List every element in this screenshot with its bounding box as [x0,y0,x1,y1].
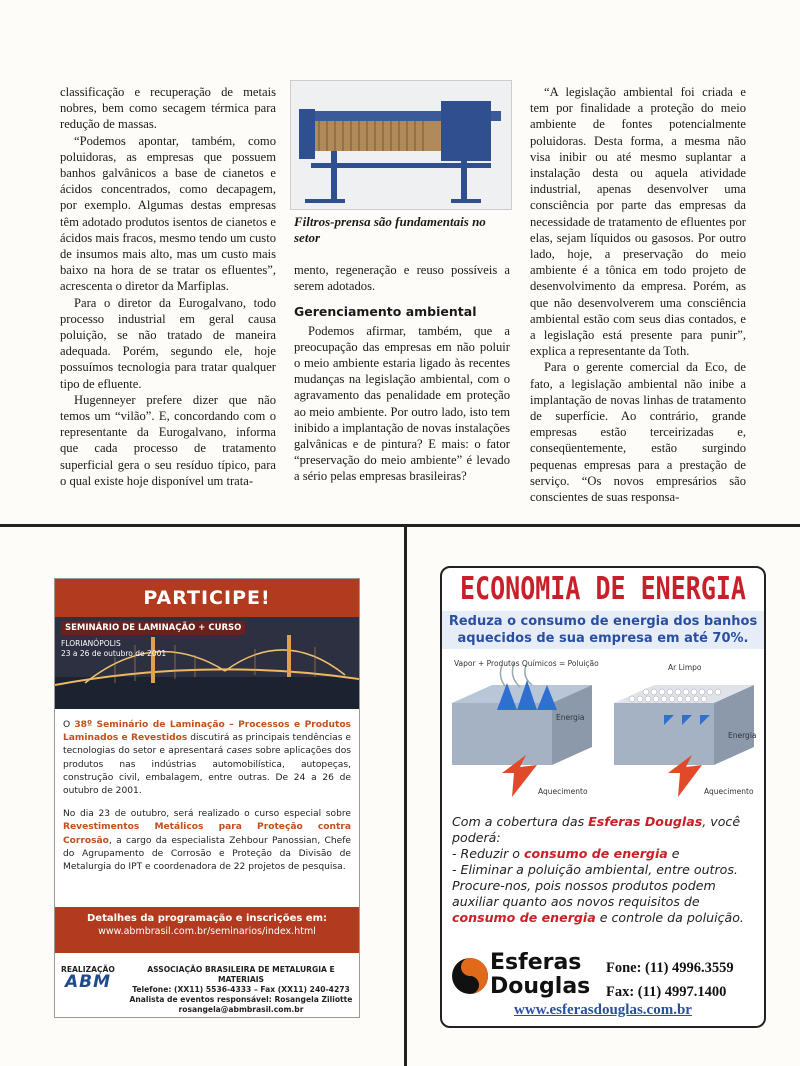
paragraph: Para o gerente comercial da Eco, de fato, a legislação ambiental não inibe a implantação de novas linhas de tratamento de superfície. Ao contrário, grande empresas estão terceirizadas e, conseqüentemente, estão surgindo pequenas empresas para a prestação de serviço. “Os novos empresários são conscientes de suas responsa- [530,360,746,505]
photo-caption: Filtros-prensa são fundamentais no setor [294,214,486,245]
filter-press-photo [290,80,512,210]
paragraph: classificação e recuperação de metais nobres, bem como secagem térmica para redução de massas. [60,85,276,132]
text-line: Procure-nos, pois nossos produtos podem auxiliar quanto aos novos requisitos de consumo de energia e controle da poluição. [452,878,744,925]
seminar-banner: SEMINÁRIO DE LAMINAÇÃO + CURSO [61,621,245,635]
article-column-2 [294,262,510,485]
phone: Fone: (11) 4996.3559 [606,960,734,976]
paragraph: “Podemos apontar, também, como poluidoras, as empresas que possuem banhos galvânicos a base de cianetos e ácidos concentrados, como decapagem, por exemplo. Algumas destas empresas têm adotado produtos isentos de cianetos e ácidos mais fracos, mesmo tendo um custo de insumos mais alto, mas um custo mais baixo na hora de se tratar os efluentes”, acrescenta o diretor da Marfiplas. [60,133,276,294]
ad-subtitle: Reduza o consumo de energia dos banhos aquecidos de sua empresa em até 70%. [442,611,764,649]
energy-ad [440,566,766,1028]
details-title: Detalhes da programação e inscrições em: [86,913,328,924]
dates: 23 a 26 de outubro de 2001 [61,649,167,658]
paragraph: Hugenneyer prefere dizer que não temos um “vilão”. E, concordando com o representante da Eurogalvano, informa que cada processo de tratamento superficial gera o seu resíduo típico, para o qual existe hoje disponível um trata- [60,392,276,488]
logo-word: Esferas [490,950,582,975]
divider [0,524,800,527]
coverage-diagram [442,655,764,805]
text-line: - Reduzir o consumo de energia e [452,846,680,861]
bridge-photo [55,617,359,709]
event-location [61,639,166,659]
text-line: Com a cobertura das Esferas Douglas, você poderá: [452,814,741,845]
paragraph: No dia 23 de outubro, será realizado o curso especial sobre Revestimentos Metálicos para Proteção contra Corrosão, a cargo da especialista Zehbour Panossian, Chefe do Agrupamento de Corrosão e Proteção da Divisão de Metalurgia do IPT e coordenadora de 22 projetos de pesquisa. [63,809,351,873]
city: FLORIANÓPOLIS [61,639,121,648]
paragraph: “A legislação ambiental foi criada e tem por finalidade a proteção do meio ambiente de fontes potencialmente poluidoras. Desta forma, a mesma não visa inibir ou até mesmo suplantar a instalação desta ou aquela atividade industrial, apenas desenvolver uma consciência por parte das empresas da necessidade de tratamento de efluentes por elas, sejam líquidos ou gasosos. Por outro lado, hoje, a preservação do meio ambiente é a tônica em todo projeto de desenvolvimento da empresa. Porém, as que não desenvolverem uma consciência ambiental estão com seus dias contados, e a legislação está presente para punir”, explica a representante da Toth. [530,85,746,359]
details-box [55,907,359,953]
contact-phones [606,956,734,1004]
contact-info [125,965,357,1015]
energy-label: Energia [728,731,757,740]
energy-label: Energia [556,713,585,722]
divider [404,527,407,1066]
paragraph: O 38º Seminário de Laminação – Processos e Produtos Laminados e Revestidos discutirá as principais tendências e tecnologias do setor e apresentará cases sobre aplicações dos produtos nas indústrias automobilística, autopeças, construção civil, embalagem, entre outras. De 24 a 26 de outubro de 2001. [63,720,352,797]
fax: Fax: (11) 4997.1400 [606,984,727,1000]
paragraph: Podemos afirmar, também, que a preocupação das empresas em não poluir o meio ambiente estaria ligado às recentes mudanças na legislação ambiental, com o agravamento das penalidade em proteção ao meio ambiente. Por outro lado, isto tem inibido a implantação de novas instalações galvânicas e de pintura? E mais: o fator “preservação do meio ambiente” é levado a sério pelas empresas brasileiras? [294,323,510,484]
article-column-3 [530,84,746,505]
esferas-douglas-logo [450,952,590,1002]
details-url[interactable]: www.abmbrasil.com.br/seminarios/index.html [98,926,316,937]
ad-body-text [452,814,758,926]
vapor-label: Vapor + Produtos Químicos = Poluição [454,659,599,668]
phone: Telefone: (XX11) 5536-4333 – Fax (XX11) 240-4273 [132,985,350,994]
paragraph: Para o diretor da Eurogalvano, todo processo industrial em geral causa poluição, se não tratado de maneira adequada. Porém, segundo ele, hoje possuímos tecnologia para tratar qualquer tipo de efluente. [60,295,276,391]
realizacao-label: REALIZAÇÃO [61,965,115,974]
heat-label: Aquecimento [538,787,588,796]
heat-label: Aquecimento [704,787,754,796]
ad-header: PARTICIPE! [55,579,359,617]
logo-word: Douglas [490,974,591,999]
org-name: ASSOCIAÇÃO BRASILEIRA DE METALURGIA E MATERIAIS [147,965,335,984]
section-heading: Gerenciamento ambiental [294,304,477,320]
article-column-1 [60,84,276,489]
website-link[interactable]: www.esferasdouglas.com.br [514,1002,692,1018]
ad-title: ECONOMIA DE ENERGIA [460,570,746,607]
seminar-ad [54,578,360,1018]
text-line: - Eliminar a poluição ambiental, entre outros. [452,862,738,877]
email[interactable]: rosangela@abmbrasil.com.br [178,1005,304,1014]
ad-body [55,709,359,874]
paragraph: mento, regeneração e reuso possíveis a serem adotados. [294,263,510,294]
abm-logo: ABM [65,972,112,992]
clean-air-label: Ar Limpo [668,663,702,672]
analyst: Analista de eventos responsável: Rosangela Ziliotte [129,995,353,1004]
